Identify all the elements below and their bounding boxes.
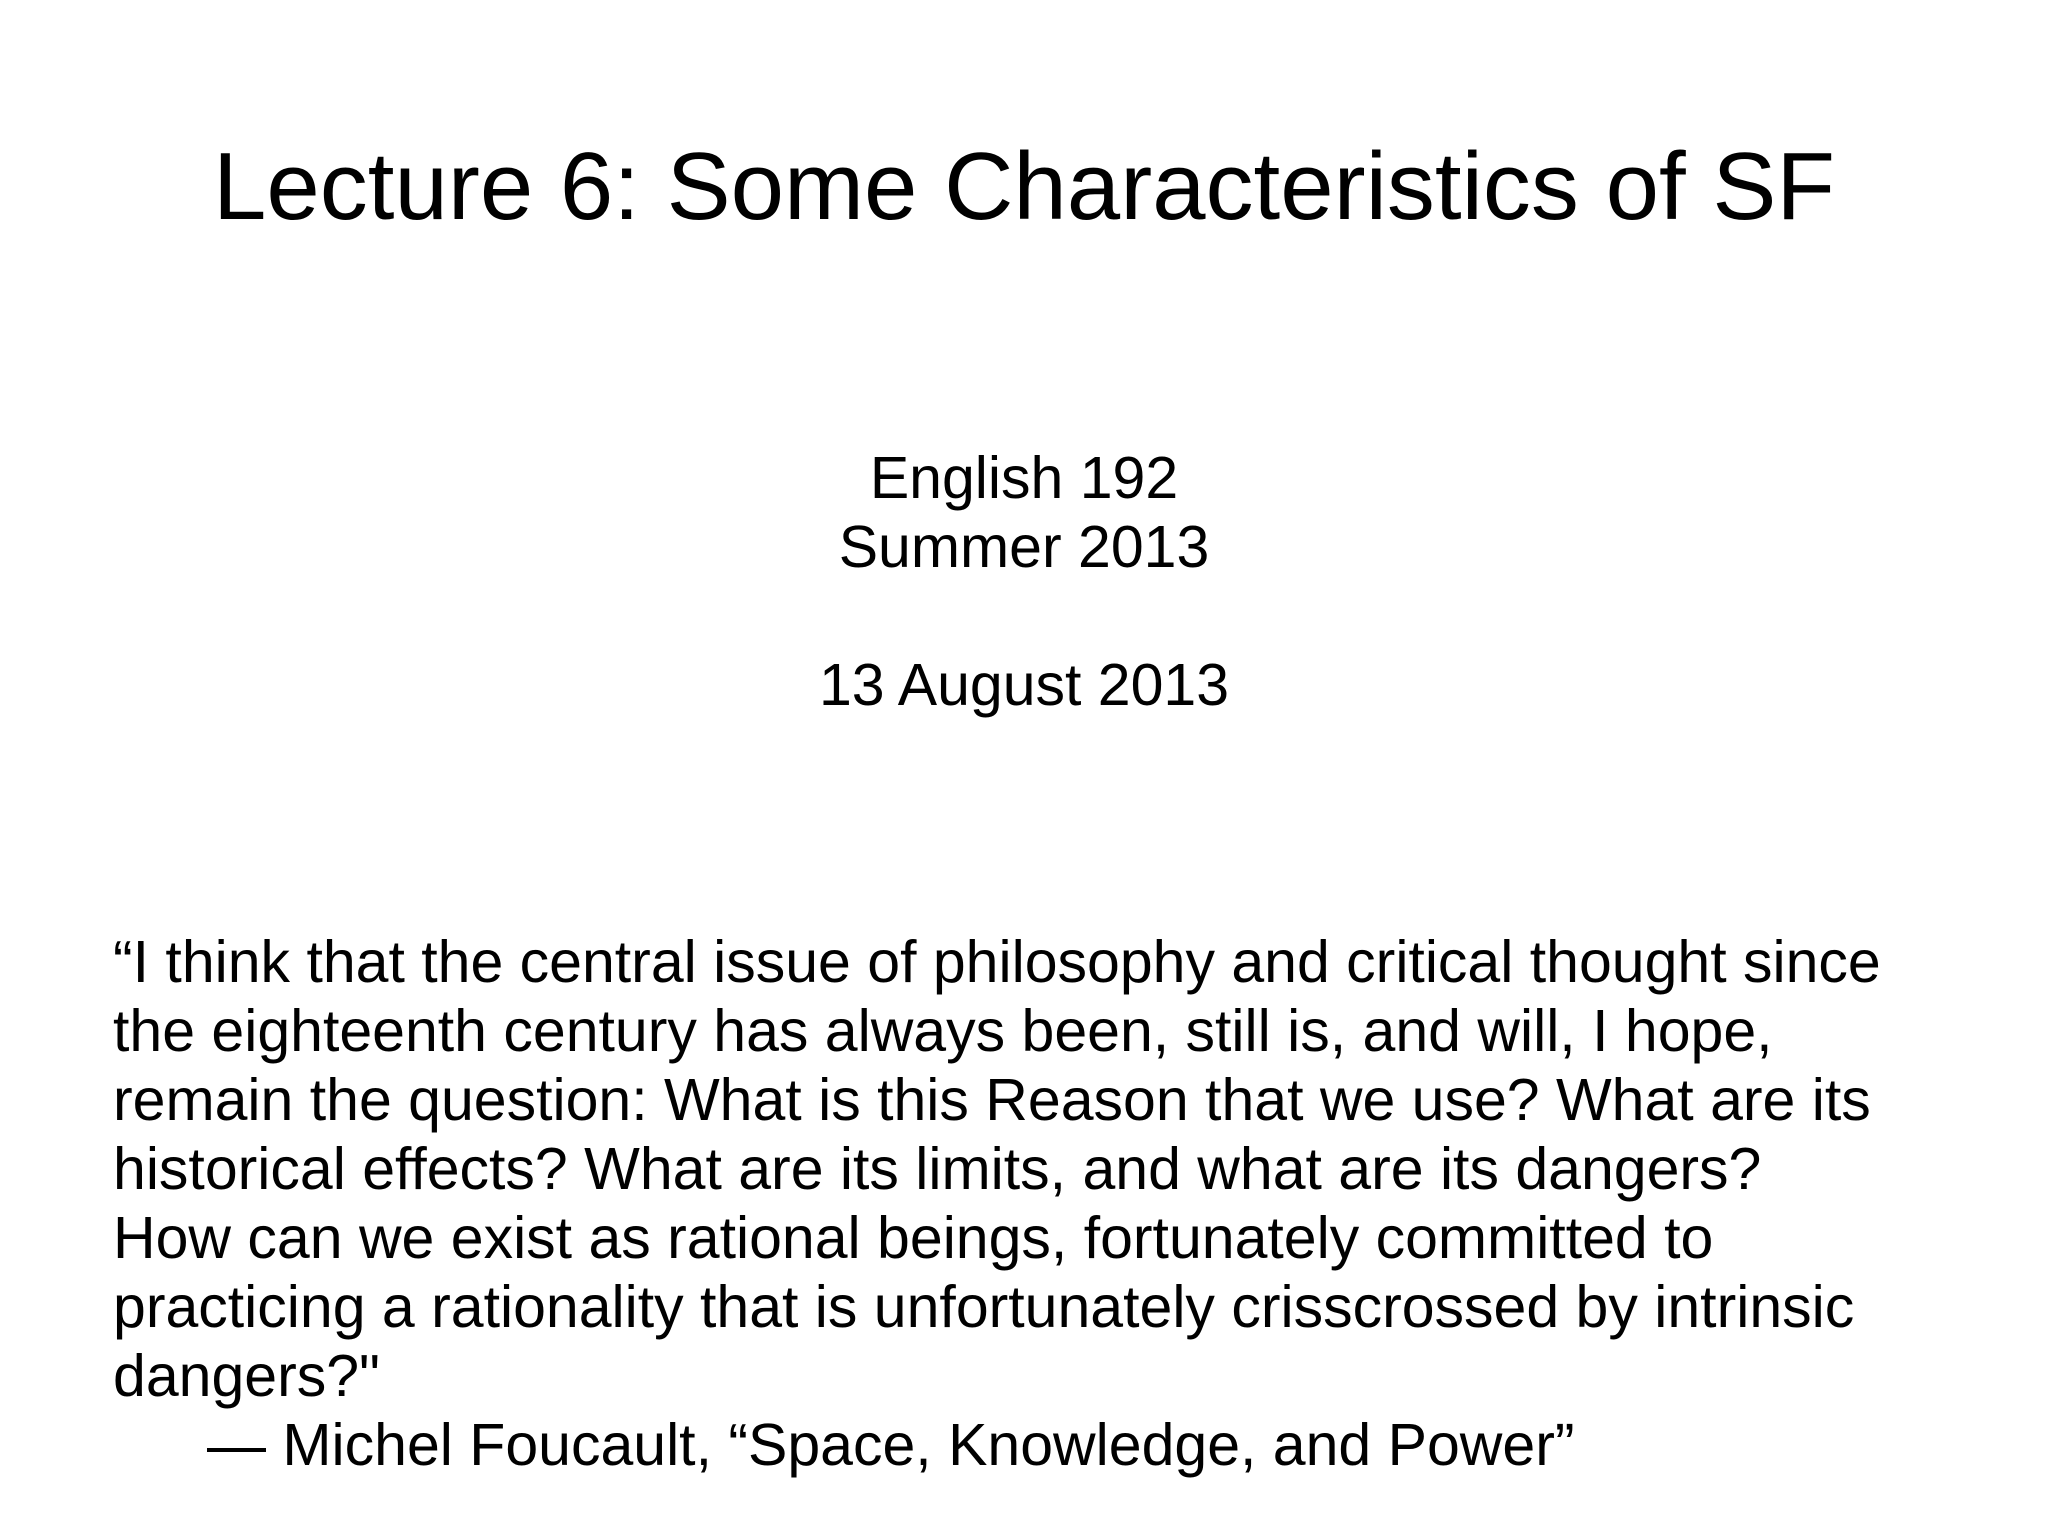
course-info xyxy=(0,444,2048,720)
epigraph-quote xyxy=(113,928,2013,1480)
course-name: English 192 xyxy=(869,445,1179,511)
quote-attribution: — Michel Foucault, “Space, Knowledge, and Power” xyxy=(207,1412,1575,1478)
lecture-date: 13 August 2013 xyxy=(818,652,1230,718)
course-term: Summer 2013 xyxy=(838,514,1210,580)
quote-line: How can we exist as rational beings, fortunately committed to xyxy=(113,1205,1714,1271)
slide-title: Lecture 6: Some Characteristics of SF xyxy=(213,133,1835,240)
quote-line: “I think that the central issue of philosophy and critical thought since xyxy=(113,929,1881,995)
quote-line: historical effects? What are its limits, and what are its dangers? xyxy=(113,1136,1762,1202)
quote-line: dangers?" xyxy=(113,1343,380,1409)
quote-line: the eighteenth century has always been, still is, and will, I hope, xyxy=(113,998,1773,1064)
quote-line: remain the question: What is this Reason that we use? What are its xyxy=(113,1067,1871,1133)
quote-line: practicing a rationality that is unfortunately crisscrossed by intrinsic xyxy=(113,1274,1855,1340)
spacer xyxy=(0,582,2048,651)
